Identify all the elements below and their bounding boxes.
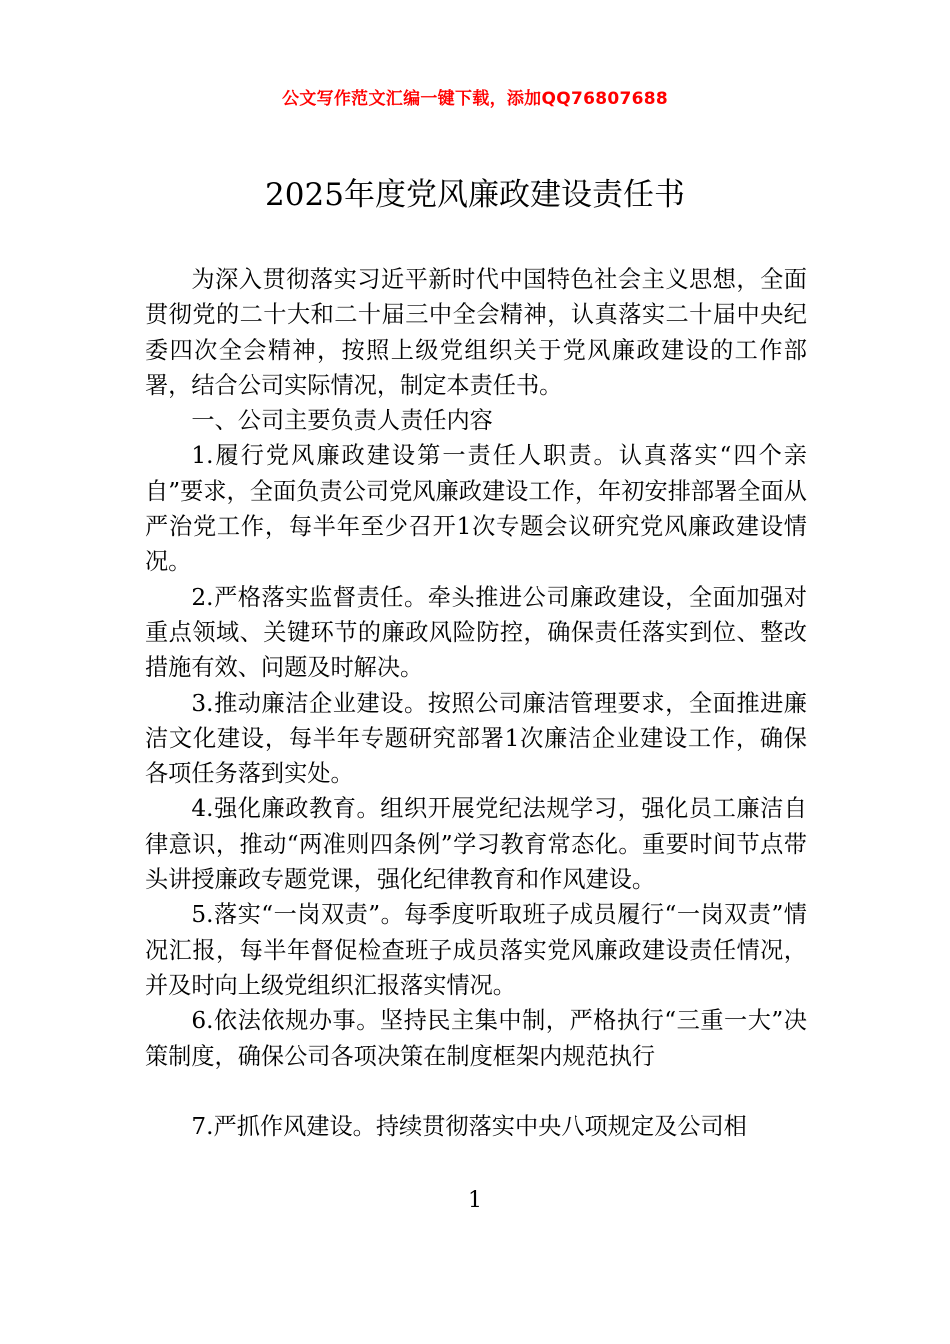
item-paragraph-5: 5.落实“一岗双责”。每季度听取班子成员履行“一岗双责”情况汇报，每半年督促检查班子成员落实党风廉政建设责任情况，并及时向上级党组织汇报落实情况。 — [145, 901, 807, 999]
item-paragraph-6: 6.依法依规办事。坚持民主集中制，严格执行“三重一大”决策制度，确保公司各项决策在制度框架内规范执行 — [145, 1007, 807, 1070]
item-paragraph-1: 1.履行党风廉政建设第一责任人职责。认真落实“四个亲自”要求，全面负责公司党风廉政建设工作，年初安排部署全面从严治党工作，每半年至少召开1次专题会议研究党风廉政建设情况。 — [145, 442, 807, 576]
item-paragraph-2: 2.严格落实监督责任。牵头推进公司廉政建设，全面加强对重点领域、关键环节的廉政风险防控，确保责任落实到位、整改措施有效、问题及时解决。 — [145, 583, 807, 682]
section-heading: 一、公司主要负责人责任内容 — [191, 407, 493, 435]
paragraph-gap — [145, 1074, 807, 1109]
intro-paragraph: 为深入贯彻落实习近平新时代中国特色社会主义思想，全面贯彻党的二十大和二十届三中全会精神，认真落实二十届中央纪委四次全会精神，按照上级党组织关于党风廉政建设的工作部署，结合公司实际情况，制定本责任书。 — [145, 266, 807, 399]
item-paragraph-3: 3.推动廉洁企业建设。按照公司廉洁管理要求，全面推进廉洁文化建设，每半年专题研究部署1次廉洁企业建设工作，确保各项任务落到实处。 — [145, 689, 807, 788]
item-paragraph-4: 4.强化廉政教育。组织开展党纪法规学习，强化员工廉洁自律意识，推动“两准则四条例”学习教育常态化。重要时间节点带头讲授廉政专题党课，强化纪律教育和作风建设。 — [145, 795, 807, 894]
item-paragraph-7: 7.严抓作风建设。持续贯彻落实中央八项规定及公司相 — [191, 1112, 747, 1140]
document-body — [145, 262, 807, 1144]
document-title: 2025年度党风廉政建设责任书 — [265, 177, 685, 213]
download-banner: 公文写作范文汇编一键下载，添加QQ76807688 — [281, 89, 669, 109]
page-number: 1 — [468, 1188, 482, 1213]
